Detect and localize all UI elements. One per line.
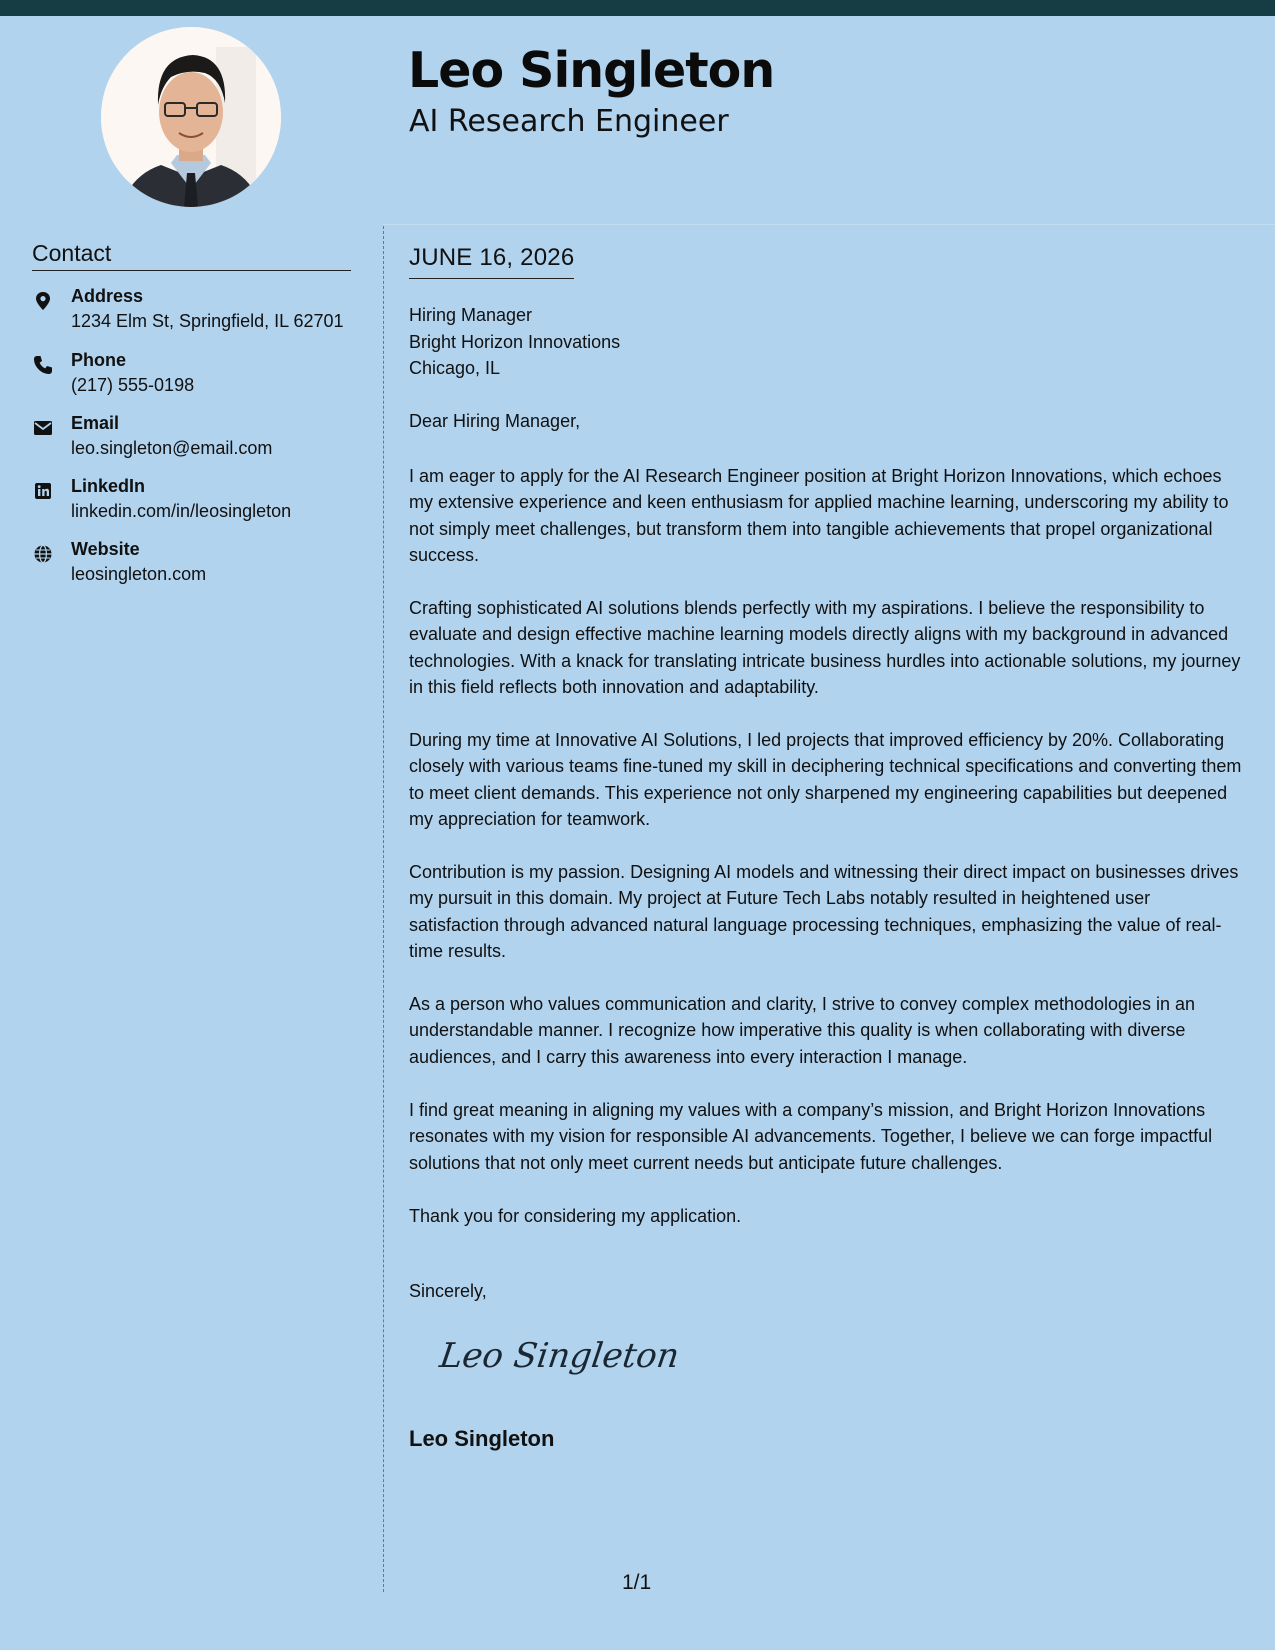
applicant-name: Leo Singleton [408,42,775,99]
body-paragraph: Thank you for considering my application. [409,1206,742,1226]
recipient-line: Chicago, IL [409,358,501,378]
header-divider [383,224,1275,225]
contact-value: 1234 Elm St, Springfield, IL 62701 [71,311,344,331]
body-paragraph: I find great meaning in aligning my values with a company’s mission, and Bright Horizon Innovations resonates with my vision for responsible AI advancements. Together, I believe we can forge impactful solutions that not only meet current needs but anticipate future challenges. [409,1100,1213,1173]
contact-value: leo.singleton@email.com [71,438,273,458]
body-paragraph: Contribution is my passion. Designing AI models and witnessing their direct impact on businesses drives my pursuit in this domain. My project at Future Tech Labs notably resulted in heightened user satisfaction through advanced natural language processing techniques, emphasizing the value of real-time results. [409,862,1239,962]
salutation: Dear Hiring Manager, [409,411,581,431]
phone-icon [32,354,54,376]
body-paragraph: Crafting sophisticated AI solutions blends perfectly with my aspirations. I believe the responsibility to evaluate and design effective machine learning models directly aligns with my background in advanced technologies. With a knack for translating intricate business hurdles into actionable solutions, my journey in this field reflects both innovation and adaptability. [409,598,1241,698]
contact-value: (217) 555-0198 [71,375,195,395]
recipient-line: Bright Horizon Innovations [409,331,621,352]
handwritten-signature: Leo Singleton [437,1336,682,1376]
contact-label: LinkedIn [71,476,146,496]
page-number: 1/1 [622,1571,652,1594]
letter-date: JUNE 16, 2026 [409,244,574,279]
contact-label: Website [71,539,140,559]
top-accent-bar [0,0,1275,16]
closing: Sincerely, [409,1281,487,1301]
avatar [101,27,281,207]
recipient-block [409,302,620,382]
contact-heading: Contact [32,240,351,271]
recipient-line: Hiring Manager [409,305,533,325]
signer-name: Leo Singleton [409,1426,555,1451]
map-pin-icon [32,290,54,312]
body-paragraph: I am eager to apply for the AI Research Engineer position at Bright Horizon Innovations, which echoes my extensive experience and keen enthusiasm for applied machine learning, underscoring my ability to not simply meet challenges, but transform them into tangible achievements that propel organizational success. [409,466,1229,566]
globe-icon [32,543,54,565]
envelope-icon [32,417,54,439]
column-divider [383,226,384,1592]
contact-label: Address [71,286,144,306]
contact-label: Phone [71,350,127,370]
body-paragraph: During my time at Innovative AI Solutions, I led projects that improved efficiency by 20%. Collaborating closely with various teams fine-tuned my skill in deciphering technical specifications and converting them to meet client demands. This experience not only sharpened my engineering capabilities but deepened my appreciation for teamwork. [409,730,1242,830]
body-paragraph: As a person who values communication and clarity, I strive to convey complex methodologies in an understandable manner. I recognize how imperative this quality is when collaborating with diverse audiences, and I carry this awareness into every interaction I manage. [409,994,1196,1067]
job-title: AI Research Engineer [409,104,729,139]
contact-label: Email [71,413,120,433]
contact-value: linkedin.com/in/leosingleton [71,501,292,521]
contact-value: leosingleton.com [71,564,207,584]
linkedin-icon [32,480,54,502]
